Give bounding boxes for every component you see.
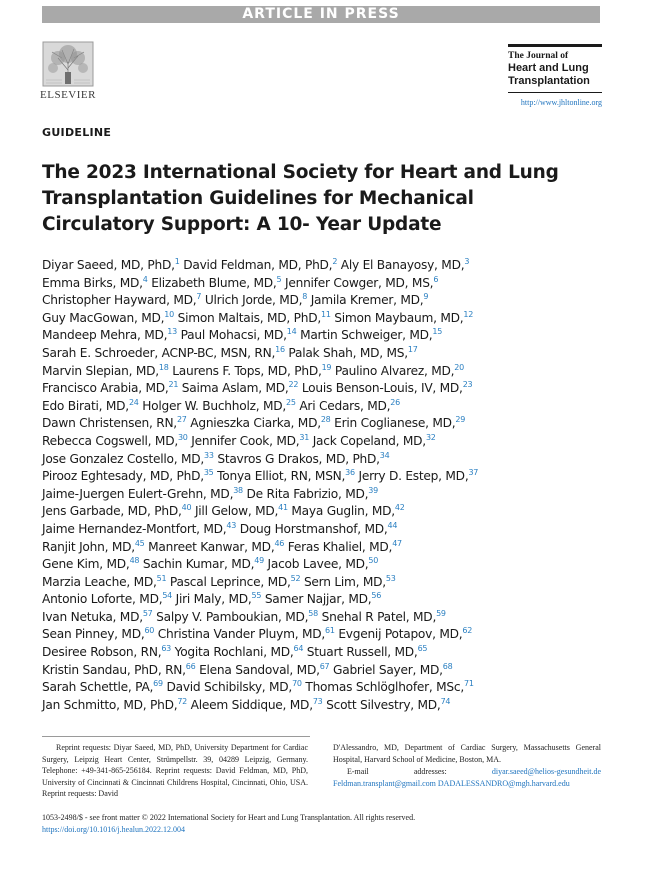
author-name: Pirooz Eghtesady, MD, PhD, xyxy=(42,469,204,484)
author-line xyxy=(42,415,608,433)
author-name: Jiri Maly, MD, xyxy=(175,592,252,607)
author-line xyxy=(42,292,608,310)
author-name: De Rita Fabrizio, MD, xyxy=(246,486,369,501)
affiliation-link[interactable]: 44 xyxy=(387,520,398,530)
author-name: Simon Maybaum, MD, xyxy=(334,310,464,325)
author-name: Sarah Schettle, PA, xyxy=(42,680,154,695)
affiliation-link[interactable]: 41 xyxy=(278,503,288,513)
affiliation-link[interactable]: 46 xyxy=(274,538,285,548)
author-name: Ranjit John, MD, xyxy=(42,539,135,554)
author-name: Tonya Elliot, RN, MSN, xyxy=(217,469,346,484)
author-line xyxy=(42,486,608,504)
author-name: Desiree Robson, RN, xyxy=(42,645,162,660)
author-name: Thomas Schlöglhofer, MSc, xyxy=(305,680,464,695)
author-name: Paulino Alvarez, MD, xyxy=(334,363,455,378)
affiliation-link[interactable]: 17 xyxy=(407,344,418,354)
author-name: Samer Najjar, MD, xyxy=(264,592,372,607)
author-line xyxy=(42,521,608,539)
affiliation-link[interactable]: 18 xyxy=(158,362,169,372)
affiliation-link[interactable]: 4 xyxy=(142,274,148,284)
publisher-logo xyxy=(40,40,96,102)
affiliation-link[interactable]: 48 xyxy=(129,556,140,566)
author-name: Jill Gelow, MD, xyxy=(194,504,279,519)
affiliation-link[interactable]: 6 xyxy=(433,274,439,284)
footnote-rule xyxy=(42,736,310,737)
author-name: Christina Vander Pluym, MD, xyxy=(157,627,325,642)
author-name: Gabriel Sayer, MD, xyxy=(333,662,443,677)
author-name: Ivan Netuka, MD, xyxy=(42,609,143,624)
author-name: Jaime-Juergen Eulert-Grehn, MD, xyxy=(42,486,234,501)
affiliation-link[interactable]: 54 xyxy=(162,591,173,601)
author-line xyxy=(42,591,608,609)
affiliation-link[interactable]: 26 xyxy=(390,397,400,407)
journal-name-line2: Heart and Lung xyxy=(508,62,589,74)
author-line xyxy=(42,697,608,715)
publisher-name: ELSEVIER xyxy=(40,89,96,101)
author-name: Sean Pinney, MD, xyxy=(42,627,145,642)
affiliation-link[interactable]: 9 xyxy=(423,292,429,302)
affiliation-link[interactable]: 59 xyxy=(436,608,446,618)
affiliation-link[interactable]: 7 xyxy=(196,292,202,302)
affiliation-link[interactable]: 5 xyxy=(276,274,282,284)
journal-url-link[interactable]: http://www.jhltonline.org xyxy=(520,98,602,107)
affiliation-link[interactable]: 29 xyxy=(455,415,466,425)
elsevier-tree-icon xyxy=(40,40,96,88)
affiliation-link[interactable]: 20 xyxy=(454,362,464,372)
author-name: Guy MacGowan, MD, xyxy=(42,310,165,325)
author-name: Holger W. Buchholz, MD, xyxy=(142,398,287,413)
author-name: Elena Sandoval, MD, xyxy=(199,662,320,677)
author-name: Christopher Hayward, MD, xyxy=(42,293,197,308)
affiliation-link[interactable]: 53 xyxy=(385,573,396,583)
author-name: Maya Guglin, MD, xyxy=(291,504,395,519)
affiliation-link[interactable]: 34 xyxy=(379,450,390,460)
section-label: GUIDELINE xyxy=(42,126,112,139)
affiliation-link[interactable]: 72 xyxy=(177,696,188,706)
author-name: Jamila Kremer, MD, xyxy=(310,293,424,308)
affiliation-link[interactable]: 56 xyxy=(371,591,382,601)
footnote-emails xyxy=(333,766,601,789)
author-name: Gene Kim, MD, xyxy=(42,557,130,572)
affiliation-link[interactable]: 11 xyxy=(320,309,331,319)
author-name: Snehal R Patel, MD, xyxy=(321,609,437,624)
author-name: Marvin Slepian, MD, xyxy=(42,363,159,378)
author-line xyxy=(42,363,608,381)
affiliation-link[interactable]: 52 xyxy=(290,573,301,583)
author-name: Kristin Sandau, PhD, RN, xyxy=(42,662,186,677)
author-name: David Feldman, MD, PhD, xyxy=(183,258,333,272)
author-name: Edo Birati, MD, xyxy=(42,398,129,413)
author-name: Laurens F. Tops, MD, PhD, xyxy=(172,363,322,378)
affiliation-link[interactable]: 13 xyxy=(167,327,177,337)
affiliation-link[interactable]: 31 xyxy=(299,432,310,442)
author-line xyxy=(42,398,608,416)
author-line xyxy=(42,433,608,451)
affiliation-link[interactable]: 24 xyxy=(128,397,139,407)
affiliation-link[interactable]: 8 xyxy=(302,292,308,302)
affiliation-link[interactable]: 33 xyxy=(204,450,214,460)
author-name: Antonio Loforte, MD, xyxy=(42,592,163,607)
affiliation-link[interactable]: 70 xyxy=(292,679,302,689)
affiliation-link[interactable]: 64 xyxy=(293,644,304,654)
journal-name-line3: Transplantation xyxy=(508,75,590,87)
affiliation-link[interactable]: 68 xyxy=(442,661,453,671)
author-name: Diyar Saeed, MD, PhD, xyxy=(42,258,175,272)
author-line xyxy=(42,503,608,521)
article-in-press-banner: ARTICLE IN PRESS xyxy=(42,6,600,23)
article-title: The 2023 International Society for Heart and Lung Transplantation Guidelines for Mechanical Circulatory Support: A 10- Year Update xyxy=(42,162,559,235)
author-line xyxy=(42,451,608,469)
author-line xyxy=(42,626,608,644)
author-name: Ulrich Jorde, MD, xyxy=(204,293,303,308)
footnote-right-text: D'Alessandro, MD, Department of Cardiac Surgery, Massachusetts General Hospital, Harvard School of Medicine, Boston, MA. xyxy=(333,743,601,764)
author-name: Jaime Hernandez-Montfort, MD, xyxy=(42,521,227,536)
author-name: Feras Khaliel, MD, xyxy=(287,539,393,554)
author-name: Doug Horstmanshof, MD, xyxy=(239,521,388,536)
affiliation-link[interactable]: 42 xyxy=(394,503,405,513)
affiliation-link[interactable]: 32 xyxy=(425,432,436,442)
author-name: Francisco Arabia, MD, xyxy=(42,381,169,396)
author-name: Marzia Leache, MD, xyxy=(42,574,157,589)
journal-masthead xyxy=(508,44,602,88)
journal-rule xyxy=(508,92,602,93)
affiliation-link[interactable]: 51 xyxy=(156,573,167,583)
affiliation-link[interactable]: 61 xyxy=(325,626,335,636)
copyright-block xyxy=(42,812,602,835)
email-label: E-mail addresses: xyxy=(347,767,447,776)
affiliation-link[interactable]: 66 xyxy=(185,661,196,671)
author-name: Stuart Russell, MD, xyxy=(306,645,418,660)
author-line xyxy=(42,310,608,328)
affiliation-link[interactable]: 35 xyxy=(203,468,214,478)
affiliation-link[interactable]: 14 xyxy=(286,327,297,337)
author-name: Saima Aslam, MD, xyxy=(181,381,289,396)
author-name: Sern Lim, MD, xyxy=(303,574,386,589)
author-name: Paul Mohacsi, MD, xyxy=(180,328,287,343)
author-name: Sachin Kumar, MD, xyxy=(142,557,255,572)
affiliation-link[interactable]: 73 xyxy=(312,696,323,706)
affiliation-link[interactable]: 27 xyxy=(176,415,187,425)
author-name: Palak Shah, MD, MS, xyxy=(288,345,408,360)
affiliation-link[interactable]: 63 xyxy=(161,644,172,654)
affiliation-link[interactable]: 69 xyxy=(153,679,163,689)
author-name: Ari Cedars, MD, xyxy=(299,398,391,413)
affiliation-link[interactable]: 2 xyxy=(332,257,338,266)
affiliation-link[interactable]: 71 xyxy=(464,679,474,689)
author-name: Aleem Siddique, MD, xyxy=(190,697,313,712)
author-name: Jennifer Cowger, MD, MS, xyxy=(285,275,434,290)
author-name: Sarah E. Schroeder, ACNP-BC, MSN, RN, xyxy=(42,345,276,360)
author-name: Yogita Rochlani, MD, xyxy=(174,645,294,660)
author-line xyxy=(42,609,608,627)
affiliation-link[interactable]: 45 xyxy=(134,538,145,548)
affiliation-link[interactable]: 60 xyxy=(144,626,155,636)
affiliation-link[interactable]: 16 xyxy=(275,344,285,354)
affiliation-link[interactable]: 43 xyxy=(226,520,237,530)
author-line xyxy=(42,644,608,662)
affiliation-link[interactable]: 36 xyxy=(345,468,355,478)
affiliation-link[interactable]: 39 xyxy=(368,485,378,495)
author-name: Pascal Leprince, MD, xyxy=(169,574,291,589)
author-line xyxy=(42,257,608,275)
author-line xyxy=(42,662,608,680)
affiliation-link[interactable]: 1 xyxy=(174,257,180,266)
author-line xyxy=(42,380,608,398)
footnote-reprint-right xyxy=(333,742,601,789)
author-name: Mandeep Mehra, MD, xyxy=(42,328,168,343)
affiliation-link[interactable]: 62 xyxy=(462,626,473,636)
affiliation-link[interactable]: 49 xyxy=(254,556,264,566)
affiliation-link[interactable]: 38 xyxy=(233,485,243,495)
author-line xyxy=(42,574,608,592)
footnote-reprint-left xyxy=(42,742,308,800)
author-name: Jan Schmitto, MD, PhD, xyxy=(42,697,178,712)
affiliation-link[interactable]: 30 xyxy=(177,432,188,442)
author-name: Stavros G Drakos, MD, PhD, xyxy=(217,451,380,466)
author-name: Manreet Kanwar, MD, xyxy=(148,539,275,554)
affiliation-link[interactable]: 55 xyxy=(251,591,262,601)
affiliation-link[interactable]: 74 xyxy=(440,696,451,706)
author-name: Rebecca Cogswell, MD, xyxy=(42,433,178,448)
email-addresses-link[interactable]: diyar.saeed@helios-gesundheit.de Feldman.transplant@gmail.com DADALESSANDRO@mgh.harvard.edu xyxy=(333,767,601,788)
footnote-left-text: Reprint requests: Diyar Saeed, MD, PhD, University Department for Cardiac Surgery, Leipzig Heart Center, Strümpellstr. 39, 04289 Leipzig, Germany. Telephone: +49-341-865-256184. Reprint requests: David Feldman, MD, PhD, University of Cincinnati & Cincinnati Childrens Hospital, Cincinnati, Ohio, USA. Reprint requests: David xyxy=(42,743,308,798)
affiliation-link[interactable]: 37 xyxy=(468,468,479,478)
author-line xyxy=(42,327,608,345)
doi-link[interactable]: https://doi.org/10.1016/j.healun.2022.12.004 xyxy=(42,824,185,834)
affiliation-link[interactable]: 23 xyxy=(462,380,473,390)
author-name: David Schibilsky, MD, xyxy=(166,680,293,695)
affiliation-link[interactable]: 67 xyxy=(319,661,330,671)
affiliation-link[interactable]: 3 xyxy=(464,257,470,266)
author-name: Jennifer Cook, MD, xyxy=(191,433,300,448)
author-name: Evgenij Potapov, MD, xyxy=(338,627,463,642)
affiliation-link[interactable]: 21 xyxy=(168,380,179,390)
author-name: Jens Garbade, MD, PhD, xyxy=(42,504,182,519)
affiliation-link[interactable]: 12 xyxy=(463,309,474,319)
author-name: Scott Silvestry, MD, xyxy=(326,697,441,712)
author-line xyxy=(42,345,608,363)
affiliation-link[interactable]: 15 xyxy=(432,327,443,337)
author-name: Salpy V. Pamboukian, MD, xyxy=(156,609,309,624)
affiliation-link[interactable]: 47 xyxy=(392,538,402,548)
affiliation-link[interactable]: 25 xyxy=(286,397,296,407)
affiliation-link[interactable]: 50 xyxy=(368,556,379,566)
affiliation-link[interactable]: 28 xyxy=(320,415,331,425)
journal-name-line1: The Journal of xyxy=(508,51,569,61)
author-list xyxy=(42,257,608,714)
author-name: Jerry D. Estep, MD, xyxy=(358,469,469,484)
author-name: Jacob Lavee, MD, xyxy=(267,557,369,572)
author-name: Dawn Christensen, RN, xyxy=(42,416,177,431)
author-name: Erin Coglianese, MD, xyxy=(334,416,456,431)
copyright-text: 1053-2498/$ - see front matter © 2022 International Society for Heart and Lung Transplantation. All rights reserved. xyxy=(42,813,416,822)
author-name: Elizabeth Blume, MD, xyxy=(151,275,277,290)
author-line xyxy=(42,679,608,697)
affiliation-link[interactable]: 22 xyxy=(288,380,299,390)
author-name: Martin Schweiger, MD, xyxy=(300,328,433,343)
affiliation-link[interactable]: 19 xyxy=(321,362,332,372)
author-name: Simon Maltais, MD, PhD, xyxy=(177,310,321,325)
affiliation-link[interactable]: 58 xyxy=(308,608,318,618)
author-name: Jack Copeland, MD, xyxy=(312,433,426,448)
author-line xyxy=(42,539,608,557)
author-line xyxy=(42,556,608,574)
affiliation-link[interactable]: 57 xyxy=(142,608,153,618)
affiliation-link[interactable]: 65 xyxy=(417,644,428,654)
author-name: Aly El Banayosy, MD, xyxy=(340,258,465,272)
author-name: Emma Birks, MD, xyxy=(42,275,143,290)
author-name: Agnieszka Ciarka, MD, xyxy=(190,416,321,431)
affiliation-link[interactable]: 10 xyxy=(164,309,174,319)
affiliation-link[interactable]: 40 xyxy=(181,503,192,513)
author-name: Jose Gonzalez Costello, MD, xyxy=(42,451,205,466)
author-line xyxy=(42,275,608,293)
author-name: Louis Benson-Louis, IV, MD, xyxy=(301,381,463,396)
author-line xyxy=(42,468,608,486)
